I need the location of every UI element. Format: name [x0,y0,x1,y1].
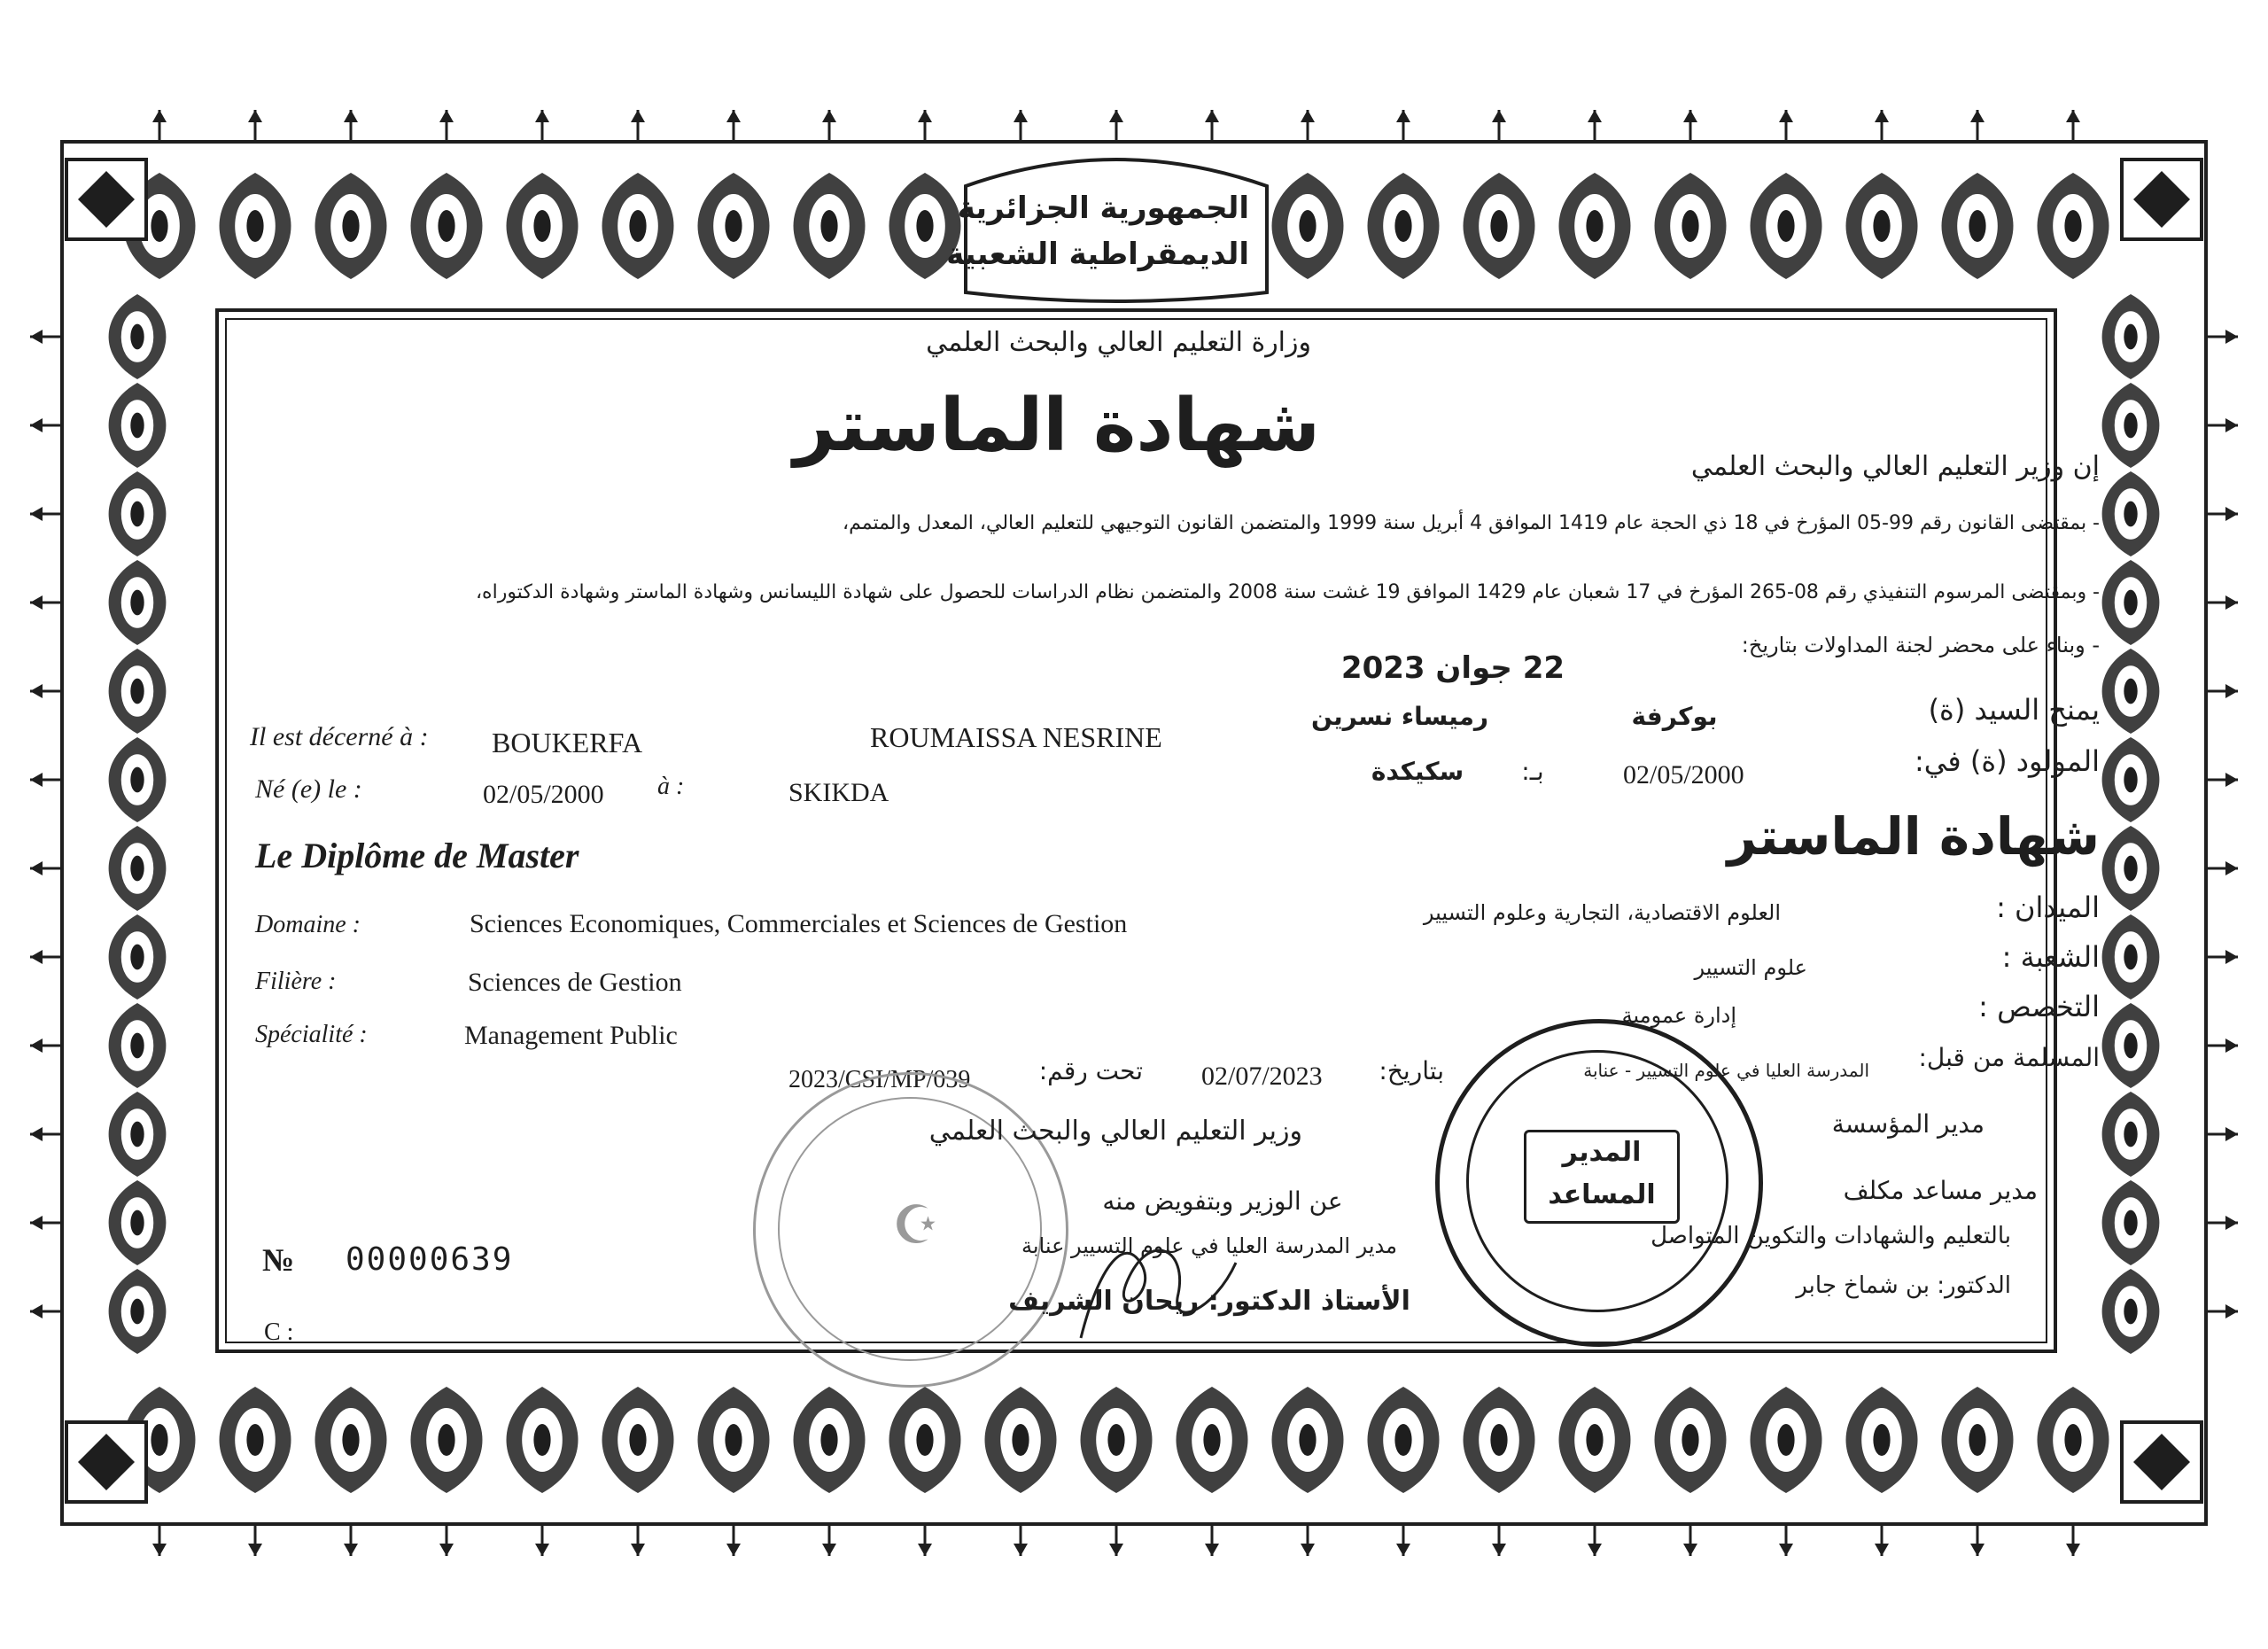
issue-date: 02/07/2023 [1201,1062,1323,1091]
born-label-fr: Né (e) le : [255,774,362,804]
holder-label-fr: Il est décerné à : [250,722,429,751]
doctor-name: الدكتور: بن شماخ جابر [1796,1272,2011,1299]
specialite-value-ar: إدارة عمومية [1621,1003,1736,1028]
filiere-label-fr: Filière : [255,968,337,995]
specialite-label-fr: Spécialité : [255,1021,368,1048]
filiere-value-ar: علوم التسيير [1694,955,1807,980]
school-director: مدير المدرسة العليا في علوم التسيير عنابة [1021,1233,1397,1258]
born-label-ar: المولود (ة) في: [1914,744,2100,778]
on-behalf: عن الوزير وبتفويض منه [1102,1186,1343,1216]
domain-label-fr: Domaine : [255,911,361,938]
signature-scribble [1045,1214,1276,1347]
issued-by-label: المسلمة من قبل: [1918,1043,2100,1072]
preamble-line-4: - وبناء على محضر لجنة المداولات بتاريخ: [1741,633,2100,657]
assistant-director-seal [1435,1019,1763,1347]
ministry-heading: وزارة التعليم العالي والبحث العلمي [926,327,1311,358]
filiere-value-fr: Sciences de Gestion [468,968,682,997]
republic-line-1: الجمهورية الجزائرية [957,191,1249,226]
birth-place-ar: سكيكدة [1371,757,1464,786]
seal-rectangle [1524,1130,1680,1224]
assistant-scope: بالتعليم والشهادات والتكوين المتواصل [1651,1223,2011,1249]
assistant-director: مدير مساعد مكلف [1843,1176,2038,1205]
diploma-title-fr: Le Diplôme de Master [255,836,579,875]
holder-surname-ar: بوكرفة [1631,702,1718,731]
at-label-ar: بـ: [1521,757,1544,786]
republic-line-2: الديمقراطية الشعبية [946,237,1249,272]
serial-label: № [262,1242,295,1278]
seal-line-1: المدير [1562,1137,1642,1168]
domain-label-ar: الميدان : [1996,891,2100,924]
registration-number: 2023/CSI/MP/039 [788,1066,971,1093]
number-label: تحت رقم: [1038,1056,1143,1085]
c-label: C : [264,1318,294,1346]
diploma-title-ar: شهادة الماستر [1727,806,2100,867]
birth-date-ar: 02/05/2000 [1623,760,1744,789]
filiere-label-ar: الشعبة : [2001,940,2100,974]
issue-date-label: بتاريخ: [1379,1056,1444,1085]
domain-value-ar: العلوم الاقتصادية، التجارية وعلوم التسيير [1423,900,1781,925]
preamble-line-1: إن وزير التعليم العالي والبحث العلمي [1690,451,2100,482]
holder-given-fr: ROUMAISSA NESRINE [870,721,1162,753]
crescent-star-icon: ☪ [892,1194,940,1256]
holder-given-ar: رميساء نسرين [1310,702,1489,731]
serial-number: 00000639 [346,1241,514,1278]
at-label-fr: à : [657,773,685,800]
issued-by-value: المدرسة العليا في علوم التسيير - عنابة [1583,1060,1869,1081]
specialite-value-fr: Management Public [464,1021,678,1050]
title-arabic: شهادة الماستر [793,384,1320,468]
minister-title: وزير التعليم العالي والبحث العلمي [928,1116,1302,1147]
seal-line-2: المساعد [1548,1179,1656,1210]
deliberation-date: 22 جوان 2023 [1340,650,1565,686]
holder-label-ar: يمنح السيد (ة) [1928,693,2100,727]
holder-surname-fr: BOUKERFA [492,727,643,758]
preamble-line-2: - بمقتضى القانون رقم 99-05 المؤرخ في 18 ذي الحجة عام 1419 الموافق 4 أبريل سنة 1999 والمتضمن القانون التوجيهي للتعليم العالي، المعدل والمتمم، [842,512,2100,534]
birth-place-fr: SKIKDA [788,778,889,807]
professor-name: الأستاذ الدكتور: ريحان الشريف [1008,1286,1410,1317]
institution-director: مدير المؤسسة [1831,1109,1984,1139]
birth-date-fr: 02/05/2000 [483,780,604,809]
specialite-label-ar: التخصص : [1978,990,2100,1023]
preamble-line-3: - وبمقتضى المرسوم التنفيذي رقم 08-265 المؤرخ في 17 شعبان عام 1429 الموافق 19 غشت سنة 2008 والمتضمن نظام الدراسات للحصول على شهادة الليسانس وشهادة الماستر وشهادة الدكتوراه، [475,581,2100,603]
domain-value-fr: Sciences Economiques, Commerciales et Sciences de Gestion [470,909,1128,938]
